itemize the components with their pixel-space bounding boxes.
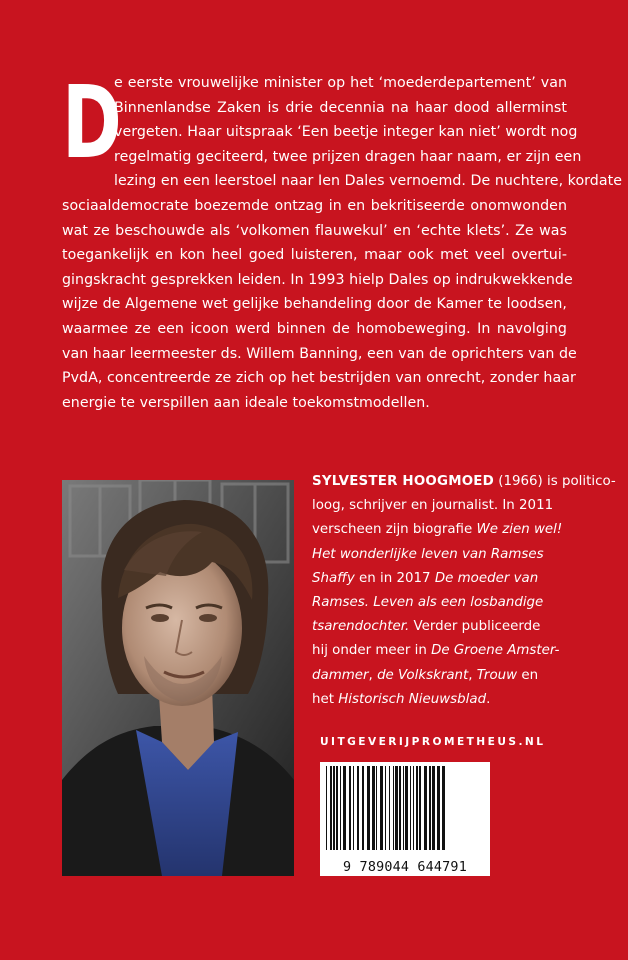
synopsis-line: energie te verspillen aan ideale toekomstmodellen. — [62, 394, 430, 411]
barcode-bar — [413, 766, 414, 850]
barcode-bar — [437, 766, 440, 850]
barcode-bar — [429, 766, 431, 850]
author-name: SYLVESTER HOOGMOED — [312, 474, 494, 489]
synopsis-line: regelmatig geciteerd, twee prijzen dragen haar naam, er zijn een — [114, 148, 582, 165]
isbn-number: 9 789044 644791 — [343, 860, 467, 875]
synopsis-line: wat ze beschouwde als ‘volkomen flauwekul’ en ‘echte klets’. Ze was — [62, 222, 567, 239]
barcode-bar — [416, 766, 418, 850]
barcode-bar — [410, 766, 411, 850]
barcode-bars — [320, 762, 490, 858]
barcode-bar — [424, 766, 427, 850]
barcode-bar — [343, 766, 346, 850]
synopsis-line: wijze de Algemene wet gelijke behandeling door de Kamer te loodsen, — [62, 296, 567, 313]
barcode-bar — [442, 766, 445, 850]
author-photo — [62, 480, 294, 876]
barcode-bar — [336, 766, 338, 850]
bio-line: loog, schrijver en journalist. In 2011 — [312, 498, 554, 514]
barcode-bar — [393, 766, 394, 850]
synopsis-line: lezing en een leerstoel naar Ien Dales vernoemd. De nuchtere, kordate — [114, 173, 622, 190]
barcode-bar — [432, 766, 435, 850]
barcode-bar — [362, 766, 364, 850]
synopsis-line: vergeten. Haar uitspraak ‘Een beetje integer kan niet’ wordt nog — [114, 124, 578, 141]
synopsis-line: toegankelijk en kon heel goed luisteren, maar ook met veel overtui- — [62, 247, 567, 264]
barcode-bar — [399, 766, 401, 850]
barcode-bar — [385, 766, 386, 850]
isbn-barcode — [320, 762, 490, 876]
barcode-bar — [372, 766, 375, 850]
barcode-bar — [376, 766, 377, 850]
barcode-bar — [326, 766, 327, 850]
synopsis-line: Binnenlandse Zaken is drie decennia na haar dood allerminst — [114, 99, 567, 116]
barcode-bar — [419, 766, 421, 850]
synopsis — [62, 64, 622, 415]
barcode-bar — [380, 766, 383, 850]
author-bio: SYLVESTER HOOGMOED (1966) is politico- loog, schrijver en journalist. In 2011 verscheen zijn biografie We zien wel! Het wonderlijke leven van Ramses Shaffy en in 2017 De moeder van Ramses. Leven als een losbandige tsarendochter. Verder publiceerde hij onder meer in De Groene Amster- dammer, de Volkskrant, Trouw en het Historisch Nieuwsblad. — [312, 474, 616, 707]
synopsis-line: waarmee ze een icoon werd binnen de homobeweging. In navolging — [62, 320, 567, 337]
barcode-bar — [395, 766, 398, 850]
barcode-bar — [330, 766, 332, 850]
barcode-bar — [353, 766, 354, 850]
synopsis-line: van haar leermeester ds. Willem Banning, een van de oprichters van de — [62, 345, 577, 362]
synopsis-line: gingskracht gesprekken leiden. In 1993 hielp Dales op indrukwekkende — [62, 271, 573, 288]
barcode-bar — [357, 766, 359, 850]
barcode-bar — [333, 766, 335, 850]
synopsis-line: e eerste vrouwelijke minister op het ‘moederdepartement’ van — [114, 75, 567, 91]
barcode-bar — [349, 766, 351, 850]
synopsis-line: PvdA, concentreerde ze zich op het bestrijden van onrecht, zonder haar — [62, 370, 576, 387]
synopsis-line: sociaaldemocrate boezemde ontzag in en bekritiseerde onomwonden — [62, 197, 567, 214]
barcode-bar — [389, 766, 390, 850]
publisher-url[interactable]: UITGEVERIJPROMETHEUS.NL — [320, 736, 546, 748]
barcode-bar — [367, 766, 370, 850]
barcode-bar — [405, 766, 408, 850]
drop-cap: D — [62, 64, 122, 181]
barcode-bar — [403, 766, 404, 850]
barcode-bar — [340, 766, 341, 850]
